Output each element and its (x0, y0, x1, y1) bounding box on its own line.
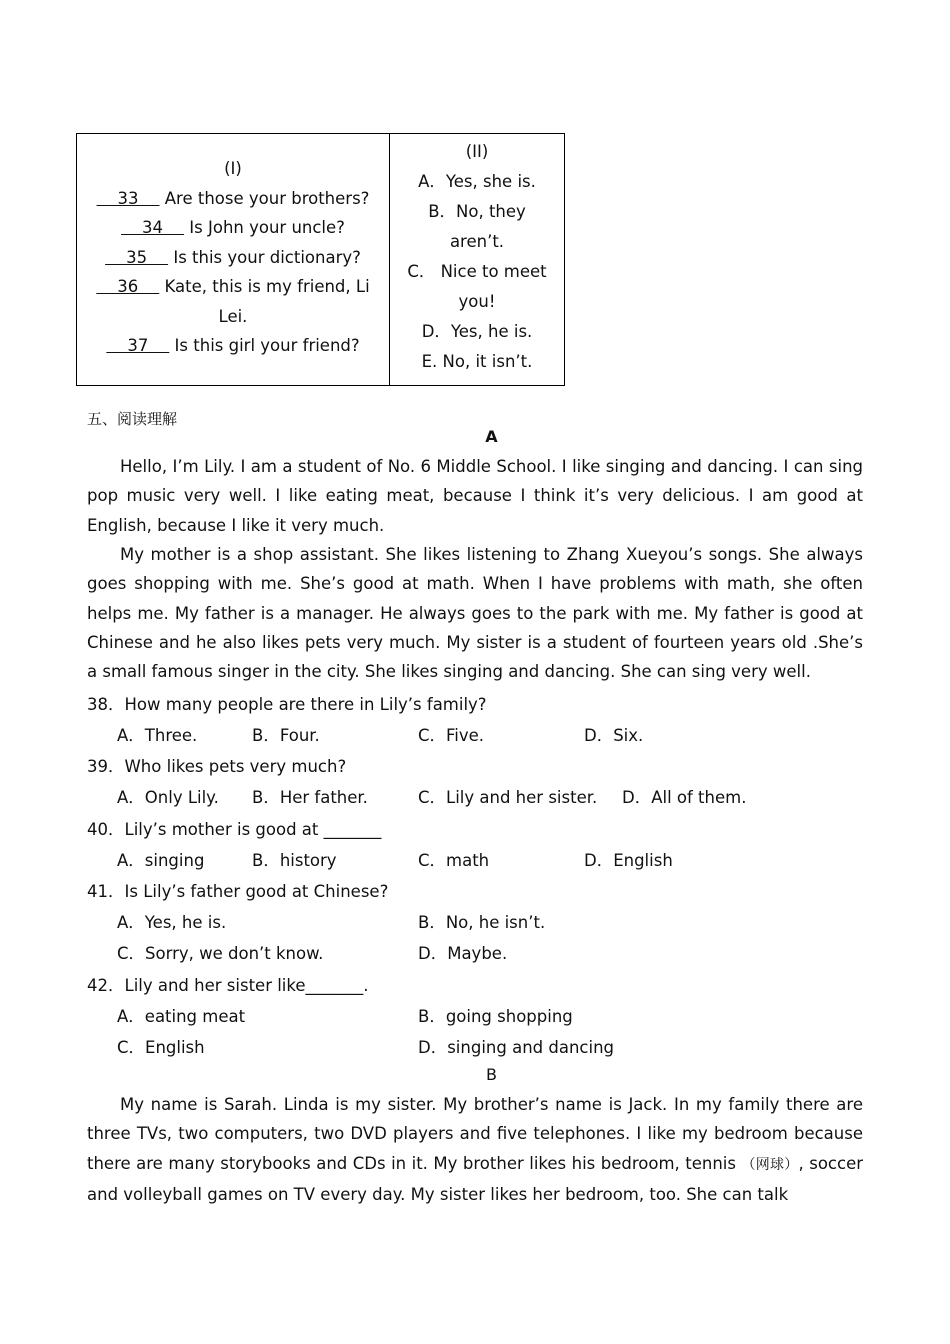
matching-item: 36 Kate, this is my friend, Li Lei. (96, 277, 370, 326)
response-option: B．No, they aren’t. (428, 202, 526, 251)
option-a[interactable]: A．eating meat (117, 1007, 246, 1026)
section-title: 五、阅读理解 (87, 410, 178, 428)
question-42-stem: 42．Lily and her sister like_______. (87, 976, 369, 995)
column-2-header: (II) (465, 142, 489, 161)
question-41-options-row-2 (117, 940, 857, 968)
option-d[interactable]: D．Six. (584, 726, 644, 745)
option-b[interactable]: B．going shopping (418, 1007, 573, 1026)
option-c[interactable]: C．Five. (418, 726, 485, 745)
passage-a-paragraph-2: My mother is a shop assistant. She likes listening to Zhang Xueyou’s songs. She always goes shopping with me. She’s good at math. When I have problems with math, she often helps me. My father is a manager. He always goes to the park with me. My father is good at Chinese and he also likes pets very much. My sister is a student of fourteen years old .She’s a small famous singer in the city. She likes singing and dancing. She can sing very well. (87, 545, 863, 682)
question-40-stem: 40．Lily’s mother is good at _______ (87, 820, 382, 839)
option-d[interactable]: D．English (584, 851, 673, 870)
matching-column-2 (390, 134, 565, 386)
answer-blank[interactable]: 33 (96, 188, 160, 208)
option-d[interactable]: D．Maybe. (418, 944, 508, 963)
question-39-options (117, 784, 857, 812)
matching-item: 37 Is this girl your friend? (106, 336, 360, 355)
response-option: E. No, it isn’t. (421, 352, 533, 371)
question-39-stem: 39．Who likes pets very much? (87, 757, 347, 776)
matching-item: 33 Are those your brothers? (96, 188, 370, 208)
option-b[interactable]: B．No, he isn’t. (418, 913, 546, 932)
answer-blank[interactable]: 35 (105, 247, 169, 267)
option-d[interactable]: D．singing and dancing (418, 1038, 614, 1057)
column-1-header: (I) (224, 159, 242, 178)
passage-a-title: A (485, 427, 498, 446)
matching-column-1 (77, 134, 390, 386)
question-38-options (117, 722, 857, 750)
passage-a-paragraph-1: Hello, I’m Lily. I am a student of No. 6 Middle School. I like singing and dancing. I can sing pop music very well. I like eating meat, because I think it’s very delicious. I am good at English, because I like it very much. (87, 457, 863, 535)
matching-item: 34 Is John your uncle? (121, 218, 345, 237)
option-b[interactable]: B．history (252, 851, 337, 870)
option-a[interactable]: A．singing (117, 851, 205, 870)
answer-blank[interactable]: 36 (96, 277, 160, 296)
passage-b-title: B (486, 1065, 497, 1084)
question-42-options-row-2 (117, 1034, 857, 1062)
question-41-stem: 41．Is Lily’s father good at Chinese? (87, 882, 389, 901)
passage-b-paragraph: My name is Sarah. Linda is my sister. My brother’s name is Jack. In my family there are three TVs, two computers, two DVD players and five telephones. I like my bedroom because there are many storybooks and CDs in it. My brother likes his bedroom, tennis （网球）, soccer and volleyball games on TV every day. My sister likes her bedroom, too. She can talk (87, 1095, 864, 1204)
question-40-options (117, 847, 857, 875)
answer-blank[interactable]: 37 (106, 336, 170, 355)
chinese-annotation: （网球） (741, 1156, 799, 1173)
response-option: A．Yes, she is. (418, 172, 536, 191)
option-b[interactable]: B．Her father. (252, 788, 368, 807)
option-a[interactable]: A．Only Lily. (117, 788, 219, 807)
option-a[interactable]: A．Yes, he is. (117, 913, 227, 932)
response-option: C． Nice to meet you! (407, 262, 547, 311)
matching-table (76, 133, 565, 386)
matching-item: 35 Is this your dictionary? (105, 247, 361, 267)
question-41-options-row-1 (117, 909, 857, 937)
option-a[interactable]: A．Three. (117, 726, 198, 745)
response-option: D．Yes, he is. (421, 322, 533, 341)
question-42-options-row-1 (117, 1003, 857, 1031)
option-c[interactable]: C．Lily and her sister. (418, 788, 598, 807)
answer-blank[interactable]: 34 (121, 218, 185, 237)
question-38-stem: 38．How many people are there in Lily’s family? (87, 695, 487, 714)
option-c[interactable]: C．English (117, 1038, 205, 1057)
option-c[interactable]: C．Sorry, we don’t know. (117, 944, 324, 963)
option-b[interactable]: B．Four. (252, 726, 320, 745)
option-d[interactable]: D．All of them. (622, 788, 747, 807)
option-c[interactable]: C．math (418, 851, 490, 870)
